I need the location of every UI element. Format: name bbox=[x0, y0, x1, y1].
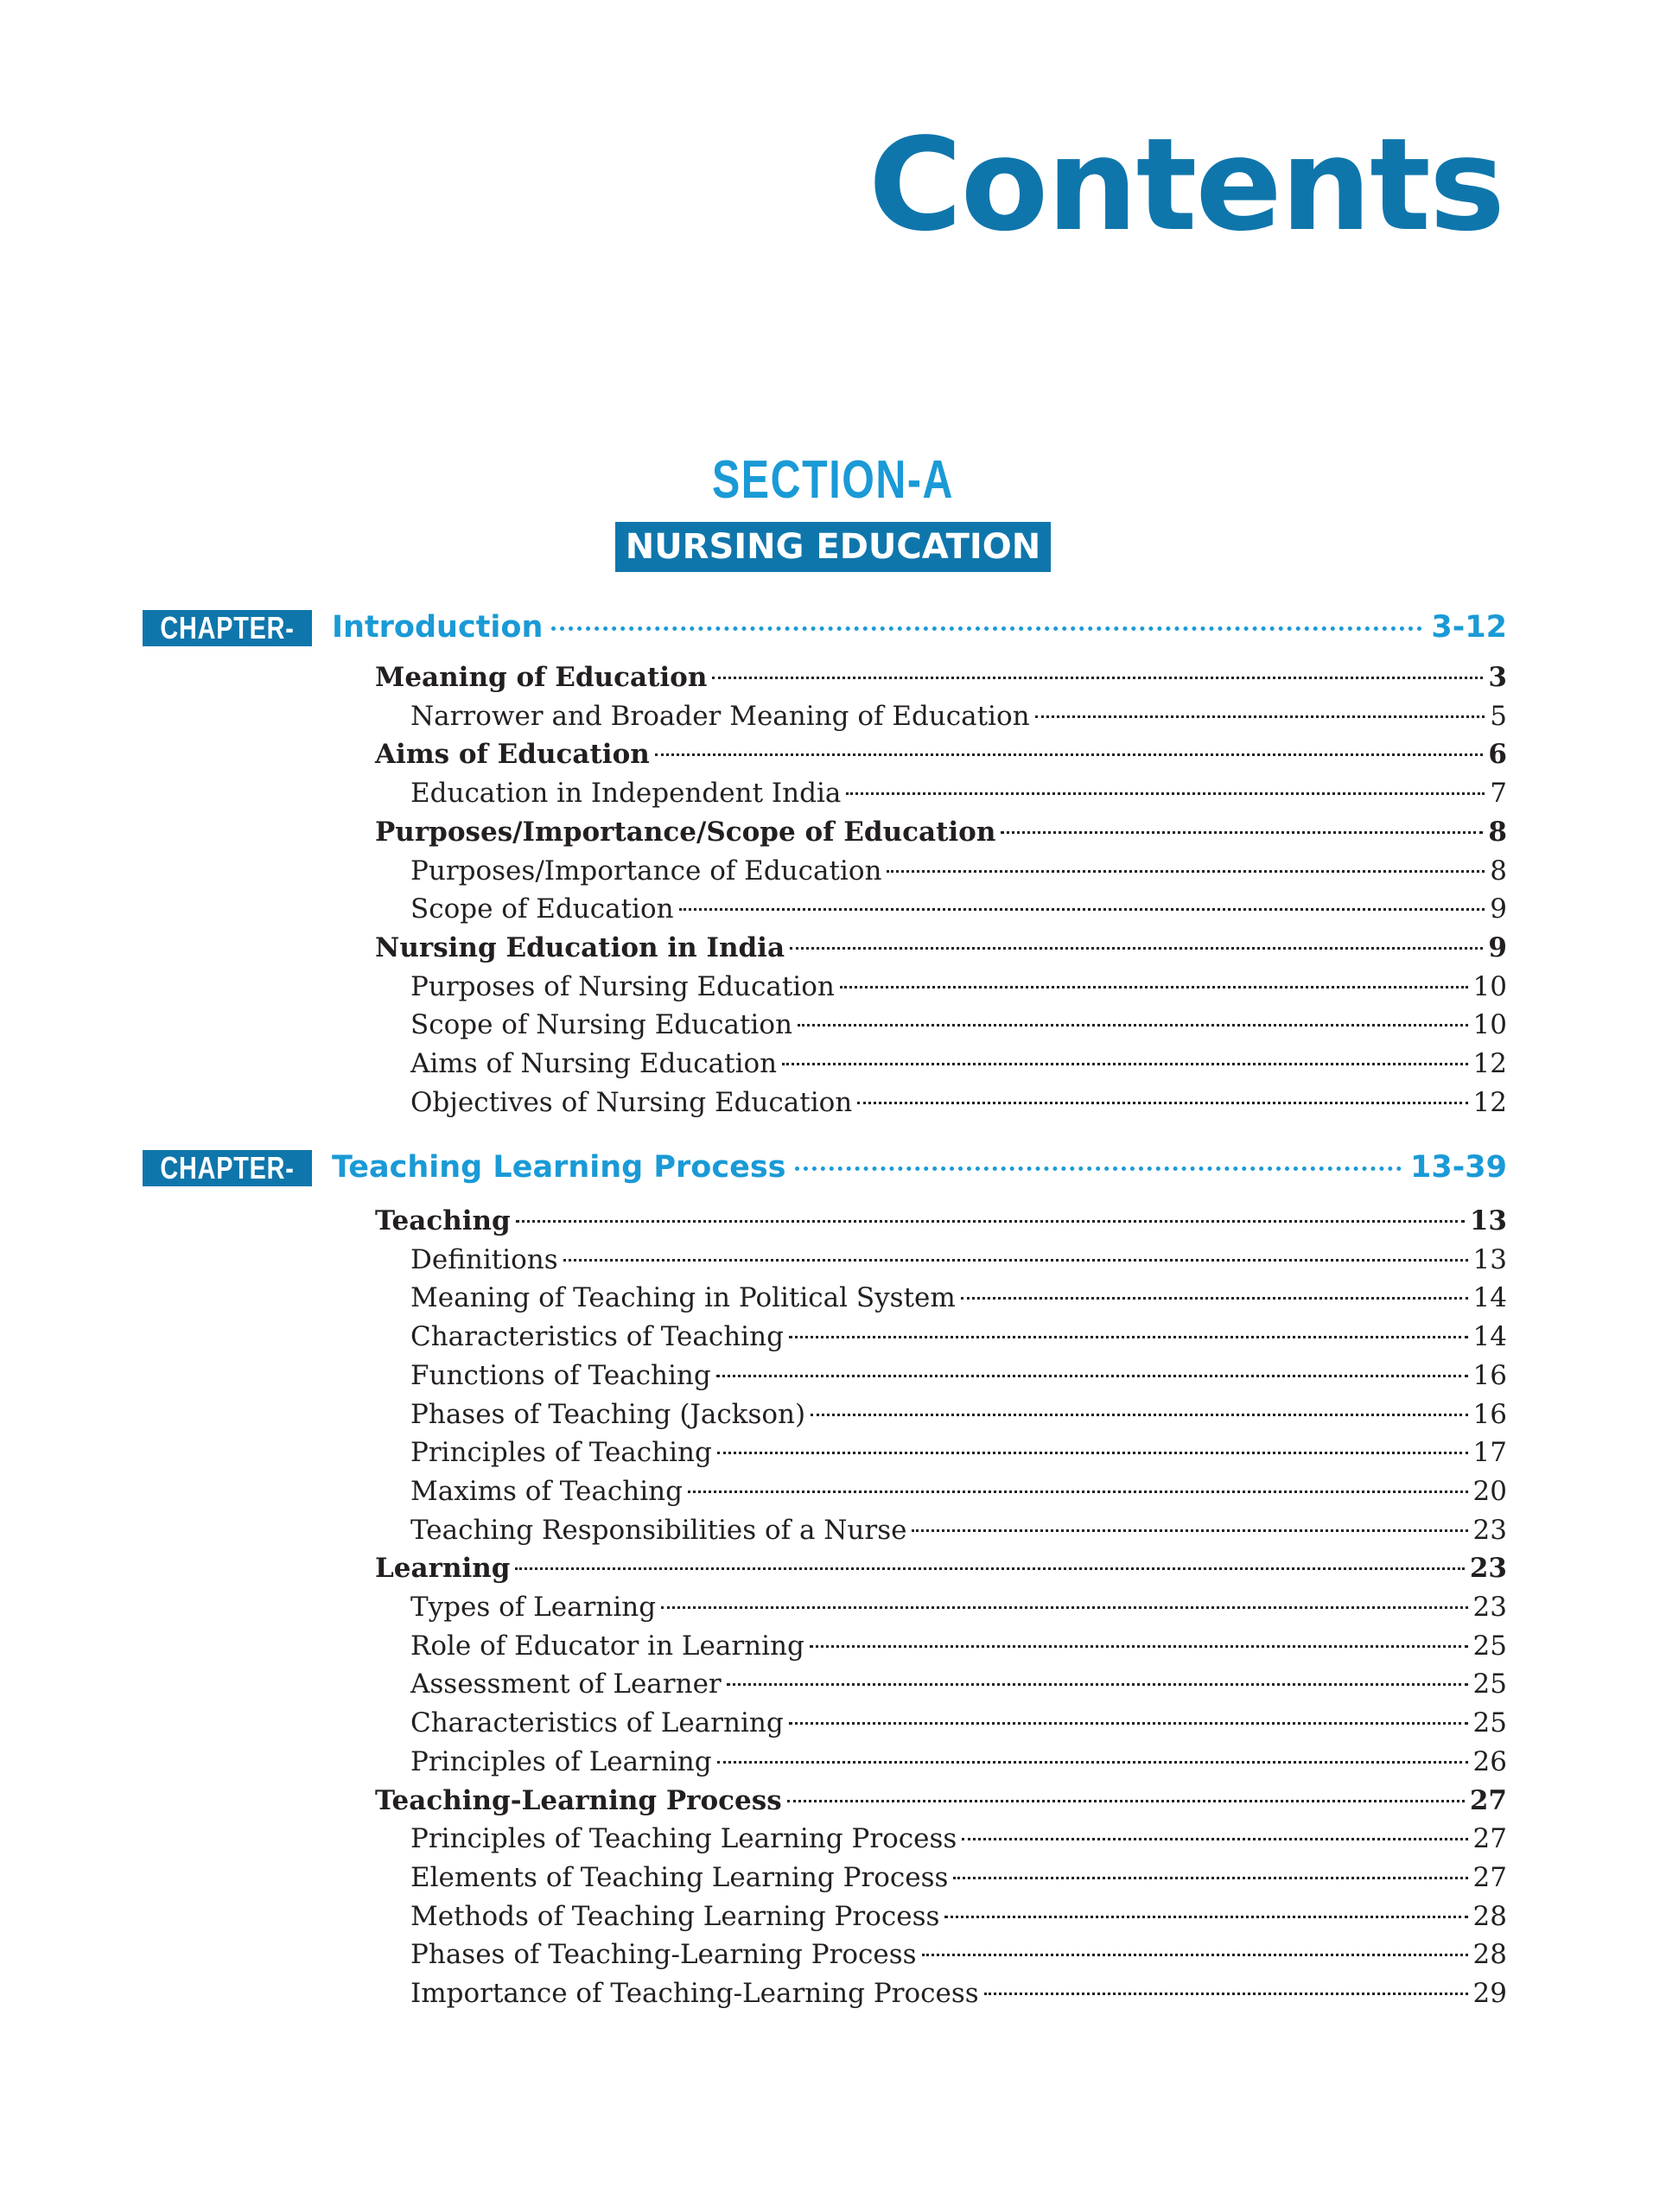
chapter-2-heading-link[interactable] bbox=[332, 1145, 1507, 1190]
toc-entry-page: 23 bbox=[1472, 1592, 1507, 1623]
section-header bbox=[0, 448, 1666, 572]
toc-entry-main[interactable] bbox=[375, 735, 1507, 773]
toc-entry-main[interactable] bbox=[375, 929, 1507, 967]
toc-entry-title: Teaching Responsibilities of a Nurse bbox=[410, 1514, 907, 1546]
toc-entry-page: 7 bbox=[1490, 778, 1507, 810]
toc-entry-page: 25 bbox=[1472, 1669, 1507, 1700]
dot-leader bbox=[922, 1954, 1468, 1956]
dot-leader bbox=[795, 1166, 1402, 1171]
dot-leader bbox=[551, 626, 1422, 631]
toc-entry-title: Aims of Nursing Education bbox=[410, 1048, 778, 1079]
toc-entry-title: Maxims of Teaching bbox=[410, 1475, 683, 1507]
toc-entry-page: 25 bbox=[1472, 1707, 1507, 1739]
toc-entry-page: 27 bbox=[1469, 1784, 1507, 1816]
dot-leader bbox=[515, 1567, 1464, 1570]
dot-leader bbox=[912, 1529, 1467, 1532]
dot-leader bbox=[790, 947, 1483, 950]
dot-leader bbox=[1035, 715, 1485, 718]
dot-leader bbox=[984, 1993, 1468, 1995]
dot-leader bbox=[962, 1838, 1467, 1840]
toc-entry-page: 10 bbox=[1472, 970, 1507, 1002]
dot-leader bbox=[944, 1916, 1467, 1918]
toc-entry-sub[interactable] bbox=[410, 1084, 1507, 1122]
toc-entry-sub[interactable] bbox=[410, 697, 1507, 735]
toc-entry-page: 5 bbox=[1490, 700, 1507, 732]
toc-entry-title: Principles of Learning bbox=[410, 1745, 712, 1777]
toc-entry-main[interactable] bbox=[375, 1549, 1507, 1587]
chapter-badge: CHAPTER-1 bbox=[143, 610, 312, 646]
toc-entry-title: Characteristics of Learning bbox=[410, 1707, 784, 1739]
toc-entry-main[interactable] bbox=[375, 1782, 1507, 1820]
toc-entry-page: 20 bbox=[1472, 1475, 1507, 1507]
toc-entry-page: 27 bbox=[1472, 1823, 1507, 1855]
toc-entry-page: 8 bbox=[1488, 816, 1507, 848]
toc-entry-page: 14 bbox=[1472, 1282, 1507, 1314]
dot-leader bbox=[887, 870, 1485, 873]
toc-entry-page: 10 bbox=[1472, 1009, 1507, 1041]
dot-leader bbox=[655, 753, 1484, 756]
toc-entry-title: Teaching-Learning Process bbox=[375, 1784, 782, 1816]
chapter-page-range: 13-39 bbox=[1410, 1150, 1507, 1185]
toc-entry-sub[interactable] bbox=[410, 1974, 1507, 2012]
toc-entry-title: Definitions bbox=[410, 1243, 558, 1275]
dot-leader bbox=[789, 1336, 1468, 1338]
toc-entry-sub[interactable] bbox=[410, 1279, 1507, 1317]
toc-entry-page: 13 bbox=[1469, 1205, 1507, 1236]
toc-entry-sub[interactable] bbox=[410, 1859, 1507, 1897]
toc-entry-title: Role of Educator in Learning bbox=[410, 1630, 804, 1662]
dot-leader bbox=[563, 1259, 1468, 1262]
dot-leader bbox=[787, 1800, 1465, 1802]
dot-leader bbox=[840, 986, 1468, 988]
chapter-page-range: 3-12 bbox=[1431, 610, 1507, 645]
toc-entry-sub[interactable] bbox=[410, 1045, 1507, 1083]
toc-entry-sub[interactable] bbox=[410, 1665, 1507, 1703]
dot-leader bbox=[789, 1722, 1468, 1725]
dot-leader bbox=[953, 1877, 1467, 1879]
toc-entry-title: Teaching bbox=[375, 1205, 511, 1236]
chapter-title: Introduction bbox=[332, 610, 544, 645]
toc-entry-title: Purposes/Importance/Scope of Education bbox=[375, 816, 996, 848]
toc-entry-title: Education in Independent India bbox=[410, 778, 842, 810]
toc-entry-title: Narrower and Broader Meaning of Education bbox=[410, 700, 1030, 732]
toc-entry-sub[interactable] bbox=[410, 1897, 1507, 1936]
page-title: Contents bbox=[868, 111, 1504, 259]
dot-leader bbox=[810, 1645, 1468, 1648]
dot-leader bbox=[811, 1414, 1467, 1416]
toc-entry-sub[interactable] bbox=[410, 1357, 1507, 1395]
toc-entry-main[interactable] bbox=[375, 1202, 1507, 1240]
toc-entry-page: 13 bbox=[1472, 1243, 1507, 1275]
toc-entry-page: 12 bbox=[1472, 1048, 1507, 1079]
toc-entry-page: 29 bbox=[1472, 1978, 1507, 2009]
toc-entry-page: 16 bbox=[1472, 1398, 1507, 1430]
dot-leader bbox=[716, 1375, 1468, 1377]
toc-entry-title: Meaning of Education bbox=[375, 662, 708, 693]
toc-entry-sub[interactable] bbox=[410, 774, 1507, 812]
dot-leader bbox=[661, 1606, 1467, 1609]
toc-entry-title: Scope of Education bbox=[410, 893, 674, 925]
dot-leader bbox=[846, 792, 1485, 795]
toc-entry-page: 26 bbox=[1472, 1745, 1507, 1777]
toc-entry-sub[interactable] bbox=[410, 1936, 1507, 1974]
toc-entry-sub[interactable] bbox=[410, 1472, 1507, 1510]
toc-entry-title: Nursing Education in India bbox=[375, 931, 785, 963]
toc-entry-title: Methods of Teaching Learning Process bbox=[410, 1900, 940, 1932]
toc-entry-page: 17 bbox=[1472, 1437, 1507, 1469]
dot-leader bbox=[857, 1102, 1467, 1104]
toc-entry-sub[interactable] bbox=[410, 1006, 1507, 1044]
toc-entry-page: 8 bbox=[1490, 855, 1507, 887]
toc-entry-title: Elements of Teaching Learning Process bbox=[410, 1861, 949, 1893]
toc-entry-title: Functions of Teaching bbox=[410, 1359, 711, 1391]
chapter-badge: CHAPTER-2 bbox=[143, 1150, 312, 1186]
toc-entry-page: 28 bbox=[1472, 1900, 1507, 1932]
toc-entry-title: Principles of Teaching bbox=[410, 1437, 712, 1469]
toc-entry-title: Scope of Nursing Education bbox=[410, 1009, 792, 1041]
toc-entry-sub[interactable] bbox=[410, 852, 1507, 890]
dot-leader bbox=[712, 677, 1483, 679]
toc-entry-title: Learning bbox=[375, 1553, 511, 1585]
toc-entry-title: Characteristics of Teaching bbox=[410, 1321, 784, 1353]
toc-entry-page: 9 bbox=[1488, 931, 1507, 963]
toc-entry-page: 23 bbox=[1469, 1553, 1507, 1585]
toc-entry-title: Phases of Teaching-Learning Process bbox=[410, 1939, 917, 1971]
toc-entry-page: 28 bbox=[1472, 1939, 1507, 1971]
toc-entry-page: 23 bbox=[1472, 1514, 1507, 1546]
toc-entry-sub[interactable] bbox=[410, 1433, 1507, 1471]
dot-leader bbox=[1001, 831, 1483, 834]
toc-entry-title: Importance of Teaching-Learning Process bbox=[410, 1978, 979, 2009]
section-title: SECTION-A bbox=[711, 450, 955, 510]
toc-entry-sub[interactable] bbox=[410, 968, 1507, 1006]
dot-leader bbox=[679, 908, 1485, 911]
toc-entry-sub[interactable] bbox=[410, 1318, 1507, 1356]
toc-entry-sub[interactable] bbox=[410, 1627, 1507, 1665]
toc-entry-title: Purposes/Importance of Education bbox=[410, 855, 882, 887]
toc-entry-page: 6 bbox=[1488, 739, 1507, 771]
toc-entry-title: Objectives of Nursing Education bbox=[410, 1086, 853, 1118]
toc-entry-sub[interactable] bbox=[410, 1743, 1507, 1781]
toc-entry-title: Types of Learning bbox=[410, 1592, 657, 1623]
chapter-title: Teaching Learning Process bbox=[332, 1150, 786, 1185]
toc-entry-title: Assessment of Learner bbox=[410, 1669, 722, 1700]
toc-entry-page: 3 bbox=[1488, 662, 1507, 693]
toc-entry-page: 16 bbox=[1472, 1359, 1507, 1391]
toc-entry-sub[interactable] bbox=[410, 890, 1507, 928]
section-subtitle-banner: NURSING EDUCATION bbox=[615, 522, 1052, 572]
toc-entry-page: 14 bbox=[1472, 1321, 1507, 1353]
dot-leader bbox=[798, 1024, 1468, 1027]
dot-leader bbox=[717, 1452, 1468, 1454]
dot-leader bbox=[727, 1683, 1468, 1686]
toc-entry-title: Meaning of Teaching in Political System bbox=[410, 1282, 956, 1314]
toc-entry-sub[interactable] bbox=[410, 1241, 1507, 1279]
toc-entry-sub[interactable] bbox=[410, 1820, 1507, 1858]
toc-entry-title: Aims of Education bbox=[375, 739, 650, 771]
toc-entry-sub[interactable] bbox=[410, 1511, 1507, 1549]
toc-entry-sub[interactable] bbox=[410, 1395, 1507, 1433]
toc-entry-title: Principles of Teaching Learning Process bbox=[410, 1823, 957, 1855]
chapter-1-heading-link[interactable] bbox=[332, 605, 1507, 650]
toc-entry-title: Purposes of Nursing Education bbox=[410, 970, 835, 1002]
toc-entry-sub[interactable] bbox=[410, 1704, 1507, 1742]
toc-entry-main[interactable] bbox=[375, 658, 1507, 696]
toc-entry-sub[interactable] bbox=[410, 1588, 1507, 1626]
toc-entry-title: Phases of Teaching (Jackson) bbox=[410, 1398, 806, 1430]
dot-leader bbox=[782, 1063, 1467, 1065]
dot-leader bbox=[717, 1761, 1468, 1764]
dot-leader bbox=[516, 1220, 1465, 1223]
toc-entry-page: 25 bbox=[1472, 1630, 1507, 1662]
toc-entry-page: 12 bbox=[1472, 1086, 1507, 1118]
toc-entry-main[interactable] bbox=[375, 813, 1507, 851]
dot-leader bbox=[688, 1491, 1468, 1493]
toc-entry-page: 9 bbox=[1490, 893, 1507, 925]
dot-leader bbox=[961, 1297, 1468, 1300]
toc-entry-page: 27 bbox=[1472, 1861, 1507, 1893]
